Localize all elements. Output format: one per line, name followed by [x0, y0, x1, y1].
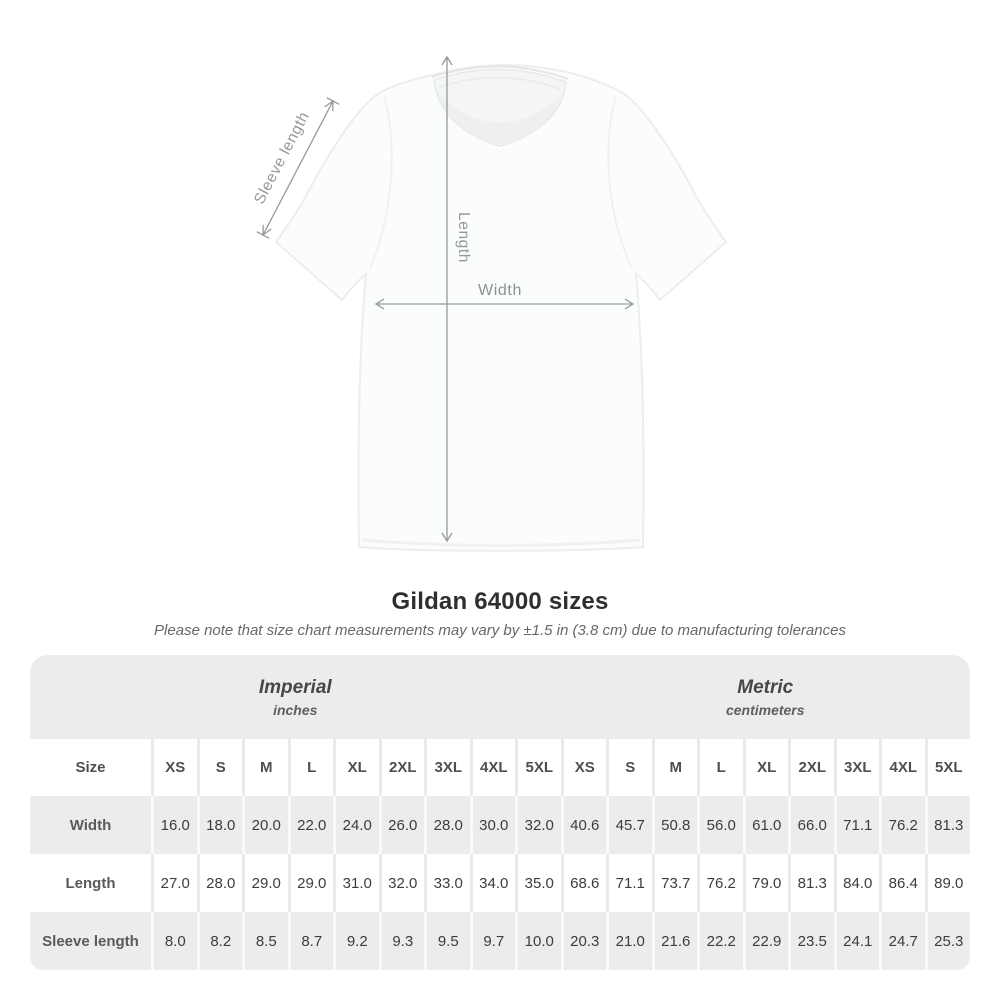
value-cell: 20.3	[561, 912, 607, 970]
row-label: Length	[30, 854, 151, 912]
value-cell: 68.6	[561, 854, 607, 912]
value-cell: 40.6	[561, 796, 607, 854]
value-cell: 71.1	[606, 854, 652, 912]
size-header: XS	[561, 739, 607, 796]
size-header: XL	[333, 739, 379, 796]
size-header: S	[197, 739, 243, 796]
value-cell: 16.0	[151, 796, 197, 854]
size-header: 2XL	[379, 739, 425, 796]
value-cell: 22.9	[743, 912, 789, 970]
value-cell: 56.0	[697, 796, 743, 854]
imperial-unit: inches	[273, 701, 318, 718]
value-cell: 25.3	[925, 912, 971, 970]
value-cell: 28.0	[424, 796, 470, 854]
metric-group-header	[561, 655, 971, 739]
row-label: Sleeve length	[30, 912, 151, 970]
value-cell: 8.0	[151, 912, 197, 970]
size-header-row	[30, 739, 970, 796]
value-cell: 81.3	[925, 796, 971, 854]
value-cell: 26.0	[379, 796, 425, 854]
value-cell: 45.7	[606, 796, 652, 854]
value-cell: 9.3	[379, 912, 425, 970]
value-cell: 8.7	[288, 912, 334, 970]
size-header: XL	[743, 739, 789, 796]
value-cell: 89.0	[925, 854, 971, 912]
value-cell: 71.1	[834, 796, 880, 854]
value-cell: 79.0	[743, 854, 789, 912]
value-cell: 21.6	[652, 912, 698, 970]
table-row-width	[30, 796, 970, 854]
value-cell: 32.0	[515, 796, 561, 854]
value-cell: 76.2	[697, 854, 743, 912]
value-cell: 31.0	[333, 854, 379, 912]
size-chart-table	[30, 655, 970, 970]
value-cell: 24.0	[333, 796, 379, 854]
value-cell: 30.0	[470, 796, 516, 854]
size-header: M	[652, 739, 698, 796]
value-cell: 28.0	[197, 854, 243, 912]
table-row-sleeve-length	[30, 912, 970, 970]
width-label: Width	[478, 282, 522, 299]
value-cell: 73.7	[652, 854, 698, 912]
size-header: L	[288, 739, 334, 796]
value-cell: 81.3	[788, 854, 834, 912]
value-cell: 9.7	[470, 912, 516, 970]
value-cell: 84.0	[834, 854, 880, 912]
metric-label: Metric	[737, 676, 794, 698]
size-header: 4XL	[470, 739, 516, 796]
size-header: 3XL	[424, 739, 470, 796]
size-column-header: Size	[30, 739, 151, 796]
value-cell: 9.2	[333, 912, 379, 970]
value-cell: 18.0	[197, 796, 243, 854]
value-cell: 66.0	[788, 796, 834, 854]
value-cell: 86.4	[879, 854, 925, 912]
size-header: 4XL	[879, 739, 925, 796]
value-cell: 27.0	[151, 854, 197, 912]
value-cell: 8.2	[197, 912, 243, 970]
value-cell: 34.0	[470, 854, 516, 912]
length-label: Length	[455, 212, 472, 264]
size-header: M	[242, 739, 288, 796]
imperial-label: Imperial	[258, 676, 332, 698]
size-header: 5XL	[925, 739, 971, 796]
size-header: XS	[151, 739, 197, 796]
size-header: 2XL	[788, 739, 834, 796]
value-cell: 9.5	[424, 912, 470, 970]
value-cell: 35.0	[515, 854, 561, 912]
size-header: S	[606, 739, 652, 796]
value-cell: 20.0	[242, 796, 288, 854]
value-cell: 33.0	[424, 854, 470, 912]
value-cell: 8.5	[242, 912, 288, 970]
value-cell: 10.0	[515, 912, 561, 970]
size-header: L	[697, 739, 743, 796]
table-row-length	[30, 854, 970, 912]
value-cell: 22.2	[697, 912, 743, 970]
value-cell: 29.0	[288, 854, 334, 912]
value-cell: 24.7	[879, 912, 925, 970]
value-cell: 76.2	[879, 796, 925, 854]
value-cell: 29.0	[242, 854, 288, 912]
size-header: 5XL	[515, 739, 561, 796]
value-cell: 22.0	[288, 796, 334, 854]
value-cell: 24.1	[834, 912, 880, 970]
page-title: Gildan 64000 sizes	[391, 588, 609, 615]
unit-group-header-row	[30, 655, 970, 739]
row-label: Width	[30, 796, 151, 854]
tolerance-note: Please note that size chart measurements may vary by ±1.5 in (3.8 cm) due to manufacturing tolerances	[154, 622, 846, 639]
imperial-group-header	[30, 655, 561, 739]
value-cell: 50.8	[652, 796, 698, 854]
value-cell: 21.0	[606, 912, 652, 970]
value-cell: 32.0	[379, 854, 425, 912]
sleeve-length-label: Sleeve length	[250, 108, 314, 207]
size-header: 3XL	[834, 739, 880, 796]
metric-unit: centimeters	[725, 701, 805, 718]
value-cell: 23.5	[788, 912, 834, 970]
value-cell: 61.0	[743, 796, 789, 854]
